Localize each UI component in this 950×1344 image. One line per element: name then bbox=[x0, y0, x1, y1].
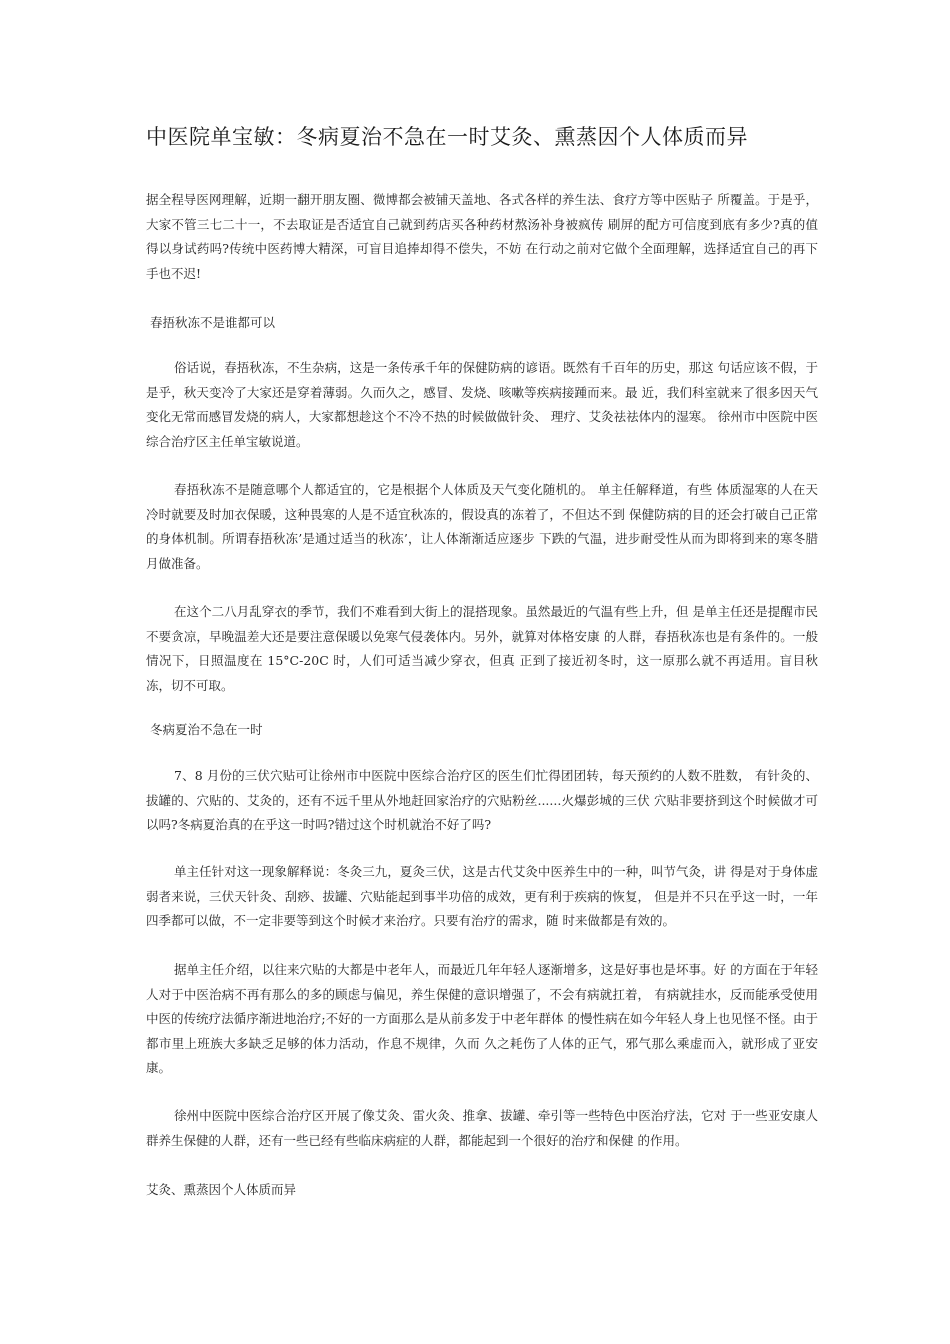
paragraph-young-patients: 据单主任介绍，以往来穴贴的大都是中老年人，而最近几年年轻人逐渐增多，这是好事也是坏事。好 的方面在于年轻人对于中医治病不再有那么的多的顾虑与偏见，养生保健的意识增强了，不会有病就扛着， 有病就挂水，反而能承受使用中医的传统疗法循序渐进地治疗;不好的一方面那么是从前多发于中老年群体 的慢性病在如今年轻人身上也见怪不怪。由于都市里上班族大多缺乏足够的体力活动，作息不规律，久而 久之耗伤了人体的正气，邪气那么乘虚而入，就形成了亚安康。 bbox=[146, 962, 818, 1076]
intro-paragraph: 据全程导医网理解，近期一翻开朋友圈、微博都会被铺天盖地、各式各样的养生法、食疗方等中医贴子 所覆盖。于是乎，大家不管三七二十一，不去取证是否适宜自己就到药店买各种药材熬汤补身被疯传 刷屏的配方可信度到底有多少?真的值得以身试药吗?传统中医药博大精深，可盲目追捧却得不偿失，不妨 在行动之前对它做个全面理解，选择适宜自己的再下手也不迟! bbox=[146, 192, 818, 281]
paragraph-clinic-services: 徐州中医院中医综合治疗区开展了像艾灸、雷火灸、推拿、拔罐、牵引等一些特色中医治疗法，它对 于一些亚安康人群养生保健的人群，还有一些已经有些临床病症的人群，都能起到一个很好的治疗和保健 的作用。 bbox=[146, 1108, 818, 1148]
section-heading-spring-autumn: 春捂秋冻不是谁都可以 bbox=[150, 315, 276, 330]
paragraph-director-explains: 单主任针对这一现象解释说：冬灸三九，夏灸三伏，这是古代艾灸中医养生中的一种，叫节气灸，讲 得是对于身体虚弱者来说，三伏天针灸、刮痧、拔罐、穴贴能起到事半功倍的成效，更有利于疾病的恢复， 但是并不只在乎这一时，一年四季都可以做，不一定非要等到这个时候才来治疗。只要有治疗的需求，随 时来做都是有效的。 bbox=[146, 864, 818, 929]
paragraph-proverb: 俗话说，春捂秋冻，不生杂病，这是一条传承千年的保健防病的谚语。既然有千百年的历史，那这 句话应该不假，于是乎，秋天变冷了大家还是穿着薄弱。久而久之，感冒、发烧、咳嗽等疾病接踵而来。最 近，我们科室就来了很多因天气变化无常而感冒发烧的病人，大家都想趁这个不冷不热的时候做做针灸、 理疗、艾灸祛祛体内的湿寒。 徐州市中医院中医综合治疗区主任单宝敏说道。 bbox=[146, 360, 818, 449]
section-heading-moxibustion: 艾灸、熏蒸因个人体质而异 bbox=[146, 1182, 297, 1197]
paragraph-season-dressing: 在这个二八月乱穿衣的季节，我们不难看到大街上的混搭现象。虽然最近的气温有些上升，但 是单主任还是提醒市民不要贪凉，早晚温差大还是要注意保暖以免寒气侵袭体内。另外，就算对体格安康 的人群，春捂秋冻也是有条件的。一般情况下，日照温度在 15°C-20C 时，人们可适当减少穿衣，但真 正到了接近初冬时，这一原那么就不再适用。盲目秋冻，切不可取。 bbox=[146, 604, 818, 693]
paragraph-acupoint-patch: 7、8 月份的三伏穴贴可让徐州市中医院中医综合治疗区的医生们忙得团团转，每天预约的人数不胜数， 有针灸的、拔罐的、穴贴的、艾灸的，还有不远千里从外地赶回家治疗的穴贴粉丝......火爆彭城的三伏 穴贴非要挤到这个时候做才可以吗?冬病夏治真的在乎这一时吗?错过这个时机就治不好了吗? bbox=[146, 768, 818, 833]
paragraph-constitution: 春捂秋冻不是随意哪个人都适宜的，它是根据个人体质及天气变化随机的。 单主任解释道，有些 体质湿寒的人在天冷时就要及时加衣保暖，这种畏寒的人是不适宜秋冻的，假设真的冻着了，不但达不到 保健防病的目的还会打破自己正常的身体机制。所谓春捂秋冻’是通过适当的秋冻’，让人体渐渐适应逐步 下跌的气温，进步耐受性从而为即将到来的寒冬腊月做准备。 bbox=[146, 482, 818, 571]
article-title: 中医院单宝敏：冬病夏治不急在一时艾灸、熏蒸因个人体质而异 bbox=[146, 125, 748, 149]
section-heading-winter-summer: 冬病夏治不急在一时 bbox=[150, 722, 263, 737]
